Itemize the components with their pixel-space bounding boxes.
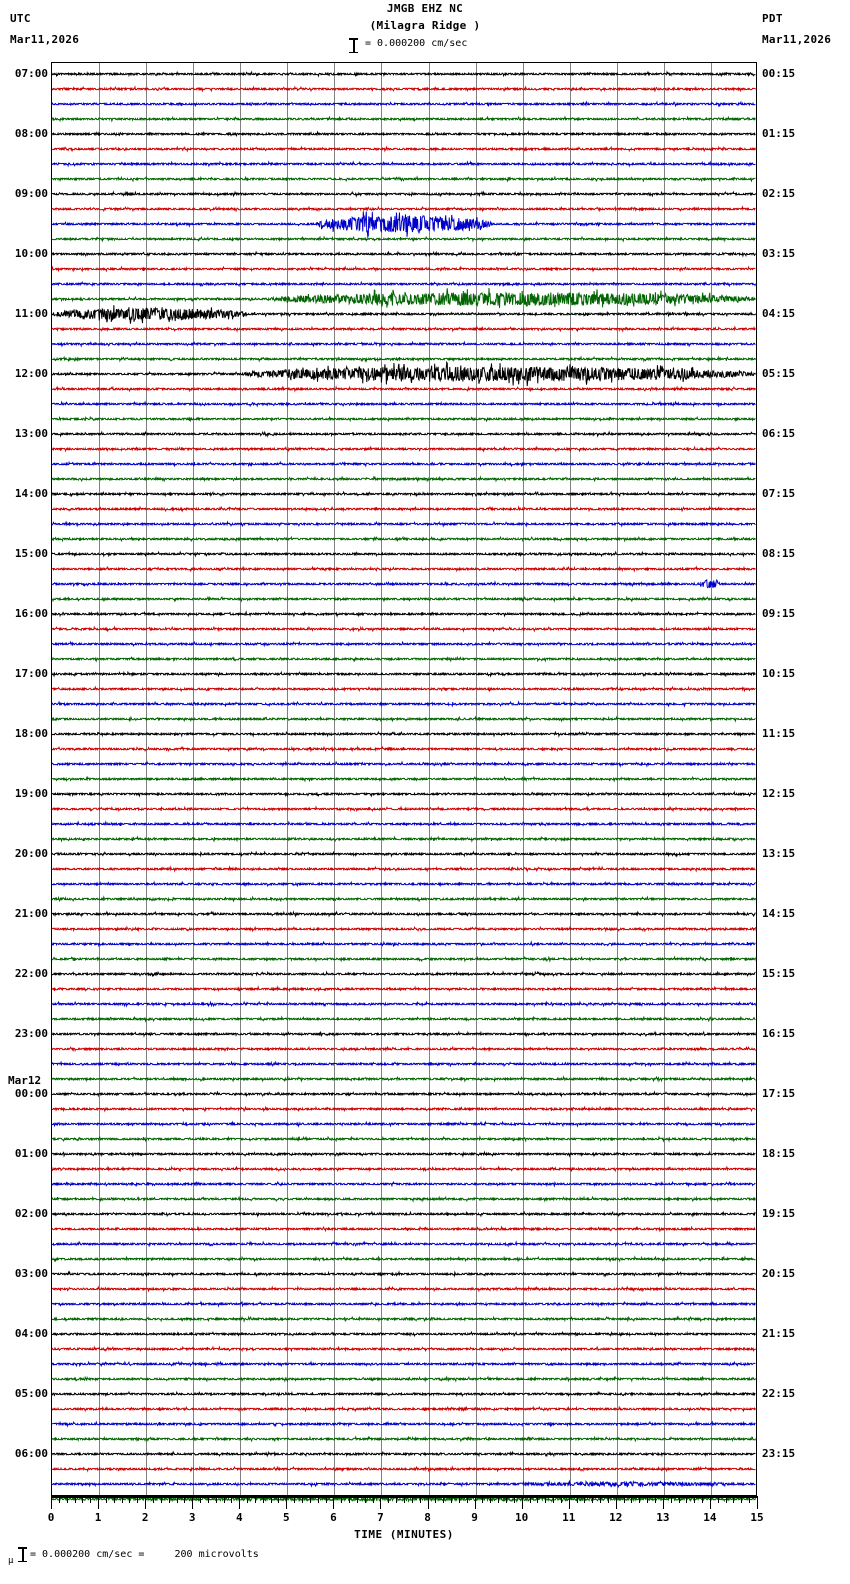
axis-tick-9.83 — [514, 1496, 515, 1503]
axis-tick-14.00 — [710, 1496, 711, 1509]
axis-tick-10.33 — [537, 1496, 538, 1503]
axis-tick-11.67 — [600, 1496, 601, 1503]
time-axis-ticks — [51, 1496, 757, 1510]
axis-tick-9.17 — [482, 1496, 483, 1503]
axis-tick-7.00 — [380, 1496, 381, 1509]
trace-container — [52, 63, 756, 1495]
axis-tick-9.33 — [490, 1496, 491, 1503]
axis-tick-1.83 — [137, 1496, 138, 1503]
axis-tick-11.83 — [608, 1496, 609, 1503]
axis-tick-4.33 — [255, 1496, 256, 1503]
pdt-hour-label-17-15: 17:15 — [762, 1087, 796, 1100]
station-code-title: JMGB EHZ NC — [386, 2, 464, 15]
pdt-hour-label-07-15: 07:15 — [762, 487, 796, 500]
pdt-hour-label-02-15: 02:15 — [762, 187, 796, 200]
utc-hour-label-12-00: 12:00 — [14, 367, 48, 380]
pdt-hour-label-22-15: 22:15 — [762, 1387, 796, 1400]
axis-tick-3.17 — [200, 1496, 201, 1503]
date-change-marker: Mar12 — [8, 1074, 42, 1087]
pdt-hour-label-01-15: 01:15 — [762, 127, 796, 140]
axis-label-8: 8 — [424, 1511, 431, 1524]
axis-tick-9.50 — [498, 1496, 499, 1503]
axis-tick-4.83 — [278, 1496, 279, 1503]
axis-tick-14.67 — [741, 1496, 742, 1503]
axis-label-0: 0 — [47, 1511, 55, 1524]
axis-label-5: 5 — [283, 1511, 290, 1524]
axis-tick-7.17 — [388, 1496, 389, 1503]
axis-tick-13.33 — [679, 1496, 680, 1503]
pdt-hour-label-03-15: 03:15 — [762, 247, 796, 260]
pdt-hour-label-14-15: 14:15 — [762, 907, 796, 920]
axis-tick-6.00 — [333, 1496, 334, 1509]
axis-tick-11.00 — [569, 1496, 570, 1509]
axis-label-11: 11 — [562, 1511, 576, 1524]
utc-date-label: Mar11,2026 — [10, 33, 80, 46]
axis-tick-6.17 — [341, 1496, 342, 1503]
axis-tick-6.50 — [357, 1496, 358, 1503]
axis-tick-4.50 — [263, 1496, 264, 1503]
axis-tick-13.50 — [686, 1496, 687, 1503]
axis-tick-8.17 — [435, 1496, 436, 1503]
axis-tick-0.17 — [59, 1496, 60, 1503]
axis-tick-3.67 — [224, 1496, 225, 1503]
axis-label-3: 3 — [188, 1511, 196, 1524]
axis-label-12: 12 — [609, 1511, 623, 1524]
seismogram-plot-area — [51, 62, 757, 1496]
axis-tick-13.67 — [694, 1496, 695, 1503]
utc-hour-label-07-00: 07:00 — [14, 67, 48, 80]
utc-hour-label-16-00: 16:00 — [14, 607, 48, 620]
axis-tick-4.17 — [247, 1496, 248, 1503]
axis-tick-7.83 — [420, 1496, 421, 1503]
axis-tick-0.67 — [82, 1496, 83, 1503]
utc-hour-label-20-00: 20:00 — [14, 847, 48, 860]
pdt-hour-label-06-15: 06:15 — [762, 427, 796, 440]
axis-tick-13.17 — [671, 1496, 672, 1503]
axis-label-9: 9 — [471, 1511, 478, 1524]
axis-label-2: 2 — [141, 1511, 149, 1524]
axis-tick-5.50 — [310, 1496, 311, 1503]
utc-hour-label-13-00: 13:00 — [14, 427, 48, 440]
axis-tick-7.33 — [396, 1496, 397, 1503]
amplitude-scale-bar-icon — [349, 38, 358, 53]
utc-hour-label-00-00: 00:00 — [14, 1087, 48, 1100]
axis-label-6: 6 — [330, 1511, 337, 1524]
axis-label-1: 1 — [94, 1511, 102, 1524]
axis-tick-2.17 — [153, 1496, 154, 1503]
utc-hour-label-03-00: 03:00 — [14, 1267, 48, 1280]
axis-tick-8.67 — [459, 1496, 460, 1503]
utc-hour-label-18-00: 18:00 — [14, 727, 48, 740]
pdt-hour-label-18-15: 18:15 — [762, 1147, 796, 1160]
axis-tick-1.00 — [98, 1496, 99, 1509]
axis-tick-1.33 — [114, 1496, 115, 1503]
axis-tick-11.17 — [577, 1496, 578, 1503]
axis-label-13: 13 — [656, 1511, 670, 1524]
footer-mu-symbol: μ — [8, 1556, 14, 1566]
axis-tick-2.67 — [177, 1496, 178, 1503]
utc-hour-label-11-00: 11:00 — [14, 307, 48, 320]
pdt-hour-label-19-15: 19:15 — [762, 1207, 796, 1220]
pdt-hour-label-12-15: 12:15 — [762, 787, 796, 800]
axis-label-7: 7 — [377, 1511, 384, 1524]
axis-tick-4.67 — [271, 1496, 272, 1503]
utc-hour-label-17-00: 17:00 — [14, 667, 48, 680]
utc-hour-label-10-00: 10:00 — [14, 247, 48, 260]
axis-tick-1.17 — [106, 1496, 107, 1503]
axis-tick-2.33 — [161, 1496, 162, 1503]
axis-tick-6.83 — [373, 1496, 374, 1503]
pdt-hour-label-16-15: 16:15 — [762, 1027, 796, 1040]
pdt-hour-label-08-15: 08:15 — [762, 547, 796, 560]
axis-tick-0.50 — [75, 1496, 76, 1503]
axis-label-4: 4 — [235, 1511, 243, 1524]
axis-tick-14.83 — [749, 1496, 750, 1503]
axis-tick-0.00 — [51, 1496, 52, 1509]
axis-tick-10.17 — [530, 1496, 531, 1503]
axis-tick-5.67 — [318, 1496, 319, 1503]
axis-tick-4.00 — [239, 1496, 240, 1509]
axis-tick-9.67 — [506, 1496, 507, 1503]
axis-label-10: 10 — [515, 1511, 529, 1524]
axis-tick-14.33 — [726, 1496, 727, 1503]
pdt-hour-label-21-15: 21:15 — [762, 1327, 796, 1340]
axis-tick-8.33 — [443, 1496, 444, 1503]
utc-timezone-label: UTC — [10, 12, 31, 25]
axis-tick-1.67 — [129, 1496, 130, 1503]
axis-tick-11.33 — [584, 1496, 585, 1503]
axis-tick-3.50 — [216, 1496, 217, 1503]
axis-tick-9.00 — [475, 1496, 476, 1509]
axis-tick-10.50 — [545, 1496, 546, 1503]
axis-tick-10.67 — [553, 1496, 554, 1503]
axis-tick-15.00 — [757, 1496, 758, 1509]
pdt-date-label: Mar11,2026 — [762, 33, 832, 46]
axis-tick-6.33 — [349, 1496, 350, 1503]
axis-tick-13.00 — [663, 1496, 664, 1509]
pdt-hour-label-11-15: 11:15 — [762, 727, 796, 740]
axis-tick-6.67 — [365, 1496, 366, 1503]
utc-hour-label-05-00: 05:00 — [14, 1387, 48, 1400]
axis-tick-7.50 — [404, 1496, 405, 1503]
utc-hour-label-09-00: 09:00 — [14, 187, 48, 200]
axis-label-14: 14 — [703, 1511, 717, 1524]
pdt-hour-label-15-15: 15:15 — [762, 967, 796, 980]
axis-tick-8.50 — [451, 1496, 452, 1503]
axis-tick-0.33 — [67, 1496, 68, 1503]
utc-hour-label-21-00: 21:00 — [14, 907, 48, 920]
axis-tick-14.50 — [733, 1496, 734, 1503]
axis-tick-10.83 — [561, 1496, 562, 1503]
pdt-hour-label-13-15: 13:15 — [762, 847, 796, 860]
amplitude-scale-label: = 0.000200 cm/sec — [365, 38, 468, 49]
pdt-hour-label-00-15: 00:15 — [762, 67, 796, 80]
utc-hour-label-14-00: 14:00 — [14, 487, 48, 500]
pdt-hour-label-05-15: 05:15 — [762, 367, 796, 380]
axis-tick-2.83 — [184, 1496, 185, 1503]
footer-scale-bar-icon — [18, 1547, 27, 1562]
pdt-hour-label-10-15: 10:15 — [762, 667, 796, 680]
axis-tick-5.00 — [286, 1496, 287, 1509]
axis-tick-5.83 — [326, 1496, 327, 1503]
station-name-title: (Milagra Ridge ) — [369, 19, 481, 32]
axis-tick-8.00 — [428, 1496, 429, 1509]
axis-tick-12.17 — [624, 1496, 625, 1503]
axis-label-15: 15 — [750, 1511, 764, 1524]
axis-tick-2.50 — [169, 1496, 170, 1503]
utc-hour-label-04-00: 04:00 — [14, 1327, 48, 1340]
axis-tick-12.67 — [647, 1496, 648, 1503]
axis-tick-8.83 — [467, 1496, 468, 1503]
utc-hour-label-22-00: 22:00 — [14, 967, 48, 980]
axis-tick-5.17 — [294, 1496, 295, 1503]
pdt-hour-label-04-15: 04:15 — [762, 307, 796, 320]
axis-tick-13.83 — [702, 1496, 703, 1503]
axis-tick-10.00 — [522, 1496, 523, 1509]
utc-hour-label-06-00: 06:00 — [14, 1447, 48, 1460]
axis-tick-14.17 — [718, 1496, 719, 1503]
utc-hour-label-19-00: 19:00 — [14, 787, 48, 800]
axis-tick-7.67 — [412, 1496, 413, 1503]
utc-hour-label-15-00: 15:00 — [14, 547, 48, 560]
axis-tick-5.33 — [302, 1496, 303, 1503]
axis-tick-12.83 — [655, 1496, 656, 1503]
axis-tick-12.33 — [631, 1496, 632, 1503]
axis-tick-3.00 — [192, 1496, 193, 1509]
axis-tick-3.83 — [231, 1496, 232, 1503]
footer-scale-label: = 0.000200 cm/sec = 200 microvolts — [30, 1549, 259, 1560]
pdt-hour-label-23-15: 23:15 — [762, 1447, 796, 1460]
utc-hour-label-02-00: 02:00 — [14, 1207, 48, 1220]
axis-tick-3.33 — [208, 1496, 209, 1503]
pdt-timezone-label: PDT — [762, 12, 783, 25]
axis-tick-12.50 — [639, 1496, 640, 1503]
utc-hour-label-01-00: 01:00 — [14, 1147, 48, 1160]
utc-hour-label-08-00: 08:00 — [14, 127, 48, 140]
utc-hour-label-23-00: 23:00 — [14, 1027, 48, 1040]
axis-tick-0.83 — [90, 1496, 91, 1503]
axis-tick-1.50 — [122, 1496, 123, 1503]
pdt-hour-label-09-15: 09:15 — [762, 607, 796, 620]
pdt-hour-label-20-15: 20:15 — [762, 1267, 796, 1280]
axis-tick-11.50 — [592, 1496, 593, 1503]
x-axis-title: TIME (MINUTES) — [354, 1528, 454, 1541]
axis-tick-2.00 — [145, 1496, 146, 1509]
axis-tick-12.00 — [616, 1496, 617, 1509]
